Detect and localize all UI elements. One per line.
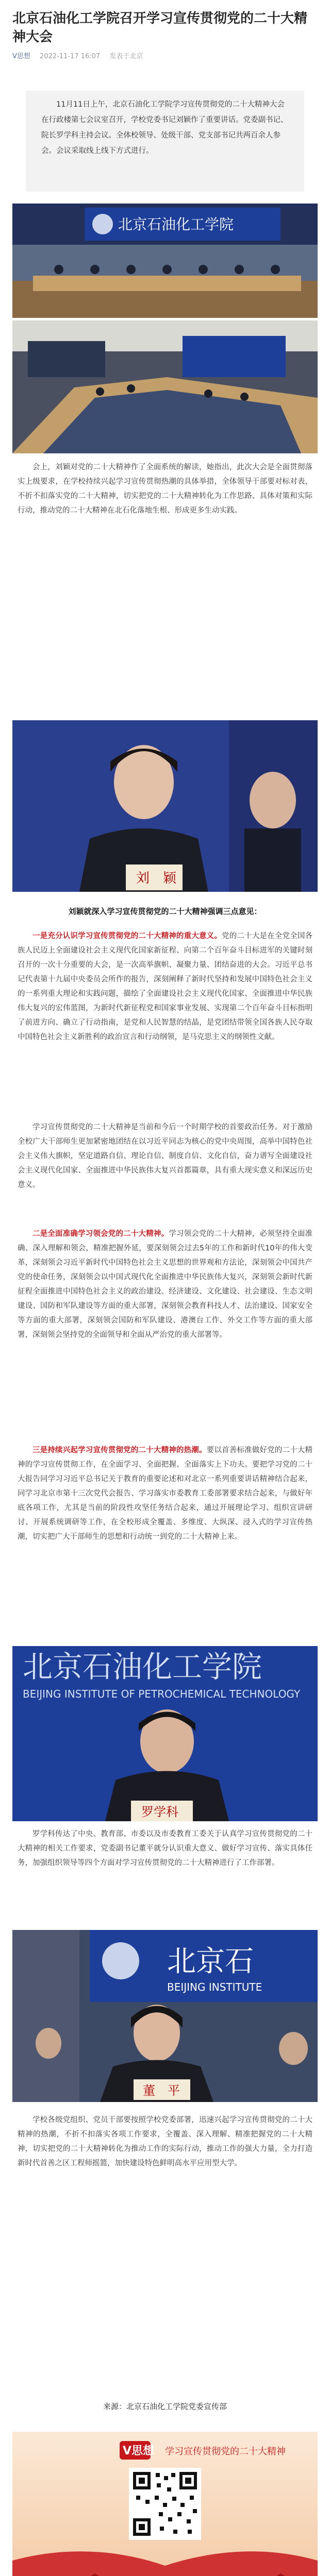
screen-logo-en: BEIJING INSTITUTE OF PETROCHEMICAL TECHNOLOGY (23, 1688, 301, 1700)
point-3 (18, 1443, 312, 1544)
footer-banner (12, 2432, 318, 2576)
speaker-photo-luoxueke (12, 1646, 318, 1821)
banner-slogan: 学习宣传贯彻党的二十大精神 (165, 2446, 286, 2457)
intro-box (26, 91, 304, 192)
point-3-title: 三是持续兴起学习宣传贯彻党的二十大精神的热潮。 (32, 1446, 207, 1454)
point-2 (18, 1227, 312, 1342)
point-2-title: 二是全面准确学习领会党的二十大精神。 (32, 1230, 169, 1238)
point-1-title: 一是充分认识学习宣传贯彻党的二十大精神的重大意义。 (32, 932, 222, 940)
paragraph-luoxueke: 罗学科传达了中央、教育部、市委以及市委教育工委关于认真学习宣传贯彻党的二十大精神的相关工作要求，党委副书记董平就分认识重大意义、做好学习宣传、落实具体任务，加强组织领导等四个方面对学习宣传贯彻党的二十大精神进行了工作部署。 (18, 1830, 312, 1867)
brand-logo-text: V思想 (123, 2445, 155, 2458)
screen-logo-en: BEIJING INSTITUTE (167, 1981, 262, 1993)
speaker-photo-dongping (12, 1930, 318, 2102)
meeting-photo-2 (12, 320, 318, 453)
point-1-body: 党的二十大是在全党全国各族人民迈上全面建设社会主义现代化国家新征程、向第二个百年奋斗目标进军的关键时刻召开的一次十分重要的大会，是一次高举旗帜、凝聚力量、团结奋进的大会。习近平总书记代表第十九届中央委员会所作的报告，深刻阐释了新时代坚持和发展中国特色社会主义的一系列重大理论和实践问题，描绘了全面建设社会主义现代化国家、全面推进中华民族伟大复兴的宏伟蓝图，为新时代新征程党和国家事业发展、实现第二个百年奋斗目标指明了前进方向、确立了行动指南，是党和人民智慧的结晶，是党团结带领全国各族人民夺取中国特色社会主义新胜利的政治宣言和行动纲领，是马克思主义的纲领性文献。 (18, 932, 313, 1041)
account-name-link[interactable]: V思想 (12, 53, 30, 60)
screen-logo-text: 北京石 (167, 1945, 254, 1978)
screen-logo-text: 北京石油化工学院 (118, 216, 234, 233)
paragraph-significance: 学习宣传贯彻党的二十大精神是当前和今后一个时期学校的首要政治任务。对于激励全校广大干部师生更加紧密地团结在以习近平同志为核心的党中央周围，高举中国特色社会主义伟大旗帜，坚定道路自信、理论自信、制度自信、文化自信，奋力谱写全面建设社会主义现代化国家、全面推进中华民族伟大复兴首都篇章，具有重大现实意义和深远历史意义。 (18, 1123, 312, 1189)
source-line: 来源：北京石油化工学院党委宣传部 (103, 2402, 227, 2411)
paragraph-closing: 学校各级党组织、党员干部要按照学校党委部署，迅速兴起学习宣传贯彻党的二十大精神的热潮，不折不扣落实各项工作要求，全覆盖、深入理解、精准把握党的二十大精神，切实把党的二十大精神转化为推动工作的实际行动，推动工作的强大力量，全力打造新时代首善之区工程师摇篮，加快建设特色鲜明高水平应用型大学。 (18, 2116, 312, 2167)
screen-logo-text: 北京石油化工学院 (23, 1649, 262, 1684)
publish-location: 发表于北京 (109, 53, 143, 60)
meeting-photo-1 (12, 204, 318, 318)
paragraph-speech: 会上，刘颖对党的二十大精神作了全面系统的解读，她指出，此次大会是全面贯彻落实上级要求，在学校持续兴起学习宣传贯彻热潮的具体举措，全体领导干部要对标对表，不折不扣落实党的二十大精神，切实把党的二十大精神转化为工作思路、具体对策和实际行动，推动党的二十大精神在北石化落地生根、形成更多生动实践。 (18, 463, 312, 515)
publish-date: 2022-11-17 16:07 (40, 53, 101, 60)
nameplate-luoxueke: 罗学科 (141, 1805, 178, 1819)
intro-text: 11月11日上午，北京石油化工学院学习宣传贯彻党的二十大精神大会在行政楼第七会议室召开，学校党委书记刘颖作了重要讲话。党委副书记、院长罗学科主持会议。全体校领导、处级干部、党支部书记共两百余人参会。会议采取线上线下方式进行。 (41, 100, 288, 155)
article-title: 北京石油化工学院召开学习宣传贯彻党的二十大精神大会 (12, 11, 308, 45)
article-meta (12, 50, 143, 60)
point-1 (18, 929, 312, 1044)
nameplate-liuying: 刘 颖 (136, 871, 177, 886)
nameplate-dongping: 董 平 (143, 2083, 180, 2098)
section-subhead: 刘颖就深入学习宣传贯彻党的二十大精神强调三点意见： (68, 907, 262, 916)
point-2-body: 学习领会党的二十大精神，必须坚持全面准确、深入理解和领会，精准把握外延，要深刻领会过去5年的工作和新时代10年的伟大变革，深刻领会习近平新时代中国特色社会主义思想的世界观和方法论，深刻领会中国共产党的使命任务，深刻领会以中国式现代化全面推进中华民族伟大复兴，深刻领会新时代新征程全面推进中国特色社会主义的政治建设、经济建设、文化建设、社会建设、生态文明建设、国防和军队建设等方面的重大部署，深刻领会教育科技人才、法治建设、国家安全等方面的重大部署，深刻领会国防和军队建设、港澳台工作、外交工作等方面的重大部署，深刻领会坚持党的全面领导和全面从严治党的重大部署等。 (18, 1230, 312, 1339)
point-3-body: 要以首善标准做好党的二十大精神的学习宣传贯彻工作，在全面学习、全面把握、全面落实上下功夫。要把学习党的二十大报告同学习习近平总书记关于教育的重要论述和对北京一系列重要讲话精神结合起来，同学习北京市第十三次党代会报告、学习落实市委教育工委部署要求结合起来，与做好年底各项工作，尤其是当前的阶段性攻坚任务结合起来，通过开展理论学习、组织宣讲研讨、开展系统调研等工作，在全校形成全覆盖、多维度、大纵深、浸入式的学习宣传热潮，切实把广大干部师生的思想和行动统一到党的二十大精神上来。 (18, 1446, 313, 1541)
speaker-photo-liuying (12, 720, 318, 892)
